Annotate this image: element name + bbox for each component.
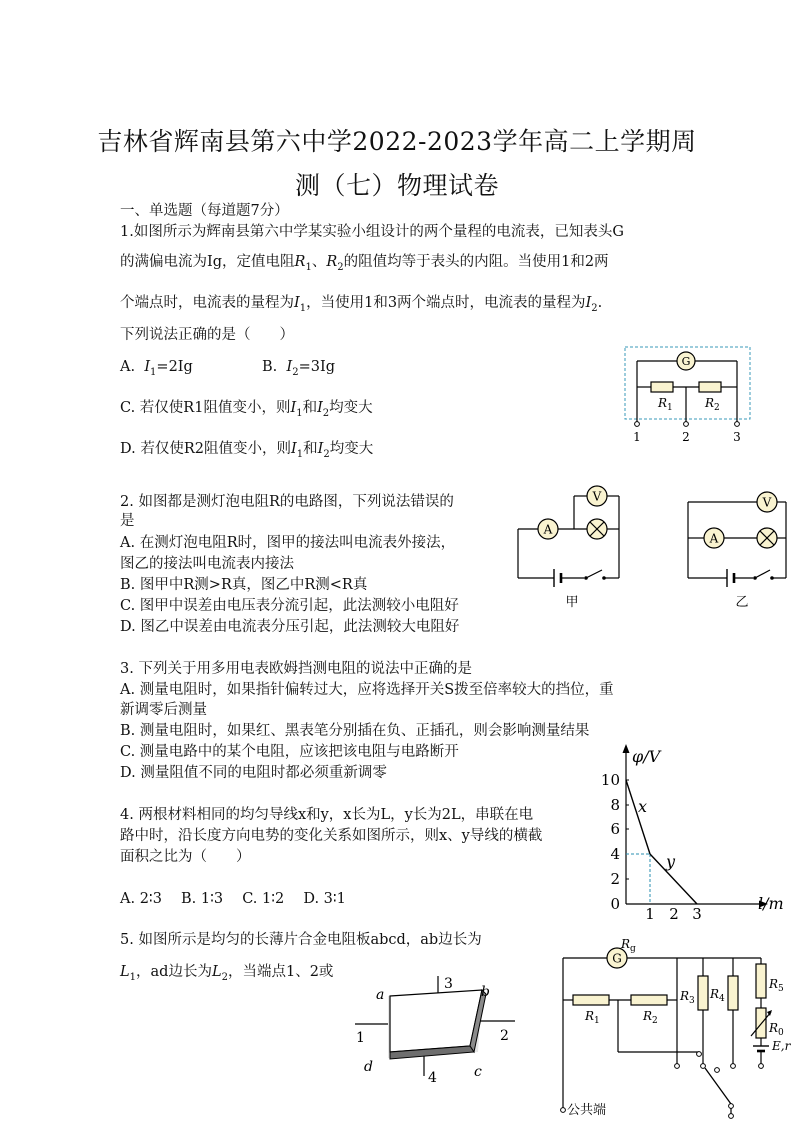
- q1-terminal-1: 1: [633, 430, 641, 444]
- q1-terminal-3: 3: [733, 430, 741, 444]
- q2-circuit-yi: [683, 488, 791, 614]
- q4-line1: 4. 两根材料相同的均匀导线x和y，x长为L，y长为2L，串联在电: [120, 807, 534, 823]
- q2-option-b: B. 图甲中R测>R真，图乙中R测<R真: [120, 577, 368, 593]
- q5-label-4: 4: [428, 1070, 437, 1086]
- resistor-r2-icon: [631, 995, 667, 1005]
- q5-r2-label: $R_2$: [643, 1009, 658, 1026]
- q2-yi-v-label: V: [762, 495, 772, 510]
- q5-label-2: 2: [500, 1028, 509, 1044]
- q5-common-terminal: 公共端: [567, 1103, 607, 1118]
- q2-label-yi: 乙: [735, 595, 749, 610]
- q5-r3-label: $R_3$: [680, 989, 695, 1006]
- resistor-r1-icon: [651, 382, 673, 392]
- q5-label-d: d: [364, 1059, 373, 1075]
- resistor-r2-icon: [699, 382, 721, 392]
- q2-label-jia: 甲: [565, 595, 579, 610]
- q5-line1: 5. 如图所示是均匀的长薄片合金电阻板abcd，ab边长为: [120, 932, 482, 948]
- q5-label-1: 1: [356, 1030, 365, 1046]
- q2-option-d: D. 图乙中误差由电流表分压引起，此法测较大电阻好: [120, 619, 460, 635]
- q1-option-c: C. 若仅使R1阻值变小，则$I_1$和$I_2$均变大: [120, 400, 373, 419]
- q5-plate-figure: [350, 972, 525, 1090]
- section-heading: 一、单选题（每道题7分）: [120, 203, 289, 219]
- q1-option-b: B. $I_2=3Ig$: [262, 359, 335, 378]
- q2-jia-v-label: V: [592, 489, 602, 504]
- q2-line1: 2. 如图都是测灯泡电阻R的电路图，下列说法错误的: [120, 494, 454, 510]
- q1-galvanometer-label: G: [681, 355, 691, 368]
- q5-r4-label: $R_4$: [710, 987, 725, 1004]
- q2-line2: 是: [120, 513, 135, 529]
- q2-yi-a-label: A: [709, 531, 719, 546]
- q1-line2: 的满偏电流为Ig，定值电阻$R_1$、$R_2$的阻值均等于表头的内阻。当使用1和2两: [120, 254, 609, 273]
- q1-option-d: D. 若仅使R2阻值变小，则$I_1$和$I_2$均变大: [120, 441, 374, 460]
- switch-icon: [755, 570, 770, 578]
- q1-ammeter-figure: [615, 343, 760, 445]
- q4-x-label: l/m: [758, 894, 784, 913]
- q1-option-a: A. $I_1=2Ig$: [120, 359, 193, 378]
- q5-r0-label: $R_0$: [769, 1021, 784, 1038]
- q2-option-c: C. 图甲中误差由电压表分流引起，此法测较小电阻好: [120, 598, 459, 614]
- q1-line1: 1.如图所示为辉南县第六中学某实验小组设计的两个量程的电流表，已知表头G: [120, 224, 624, 240]
- q2-option-a2: 图乙的接法叫电流表内接法: [120, 556, 294, 572]
- q4-series-y-label: y: [666, 852, 676, 871]
- q3-option-b: B. 测量电阻时，如果红、黑表笔分别插在负、正插孔，则会影响测量结果: [120, 723, 590, 739]
- q5-label-c: c: [474, 1064, 482, 1080]
- q4-ytick-4: 4: [610, 845, 620, 863]
- q5-r5-label: $R_5$: [769, 977, 784, 994]
- q5-line2: $L_1$，ad边长为$L_2$，当端点1、2或: [120, 964, 334, 983]
- q4-y-label: φ/V: [632, 747, 661, 766]
- page-title-line2: 测（七）物理试卷: [294, 171, 499, 200]
- q4-line3: 面积之比为（ ）: [120, 849, 251, 865]
- resistor-r4-icon: [698, 976, 708, 1010]
- q1-r2-label: $R_2$: [705, 396, 720, 413]
- q3-option-a1: A. 测量电阻时，如果指针偏转过大，应将选择开关S拨至倍率较大的挡位，重: [120, 682, 614, 698]
- q2-option-a1: A. 在测灯泡电阻R时，图甲的接法叫电流表外接法，: [120, 535, 456, 551]
- q4-ytick-10: 10: [600, 771, 620, 789]
- q3-option-c: C. 测量电路中的某个电阻，应该把该电阻与电路断开: [120, 744, 459, 760]
- q5-r1-label: $R_1$: [585, 1009, 600, 1026]
- q1-line4: 下列说法正确的是（ ）: [120, 327, 294, 343]
- q4-ytick-0: 0: [610, 895, 620, 913]
- q4-xtick-3: 3: [692, 905, 702, 920]
- q4-xtick-2: 2: [669, 905, 679, 920]
- q4-line2: 路中时，沿长度方向电势的变化关系如图所示，则x、y导线的横截: [120, 828, 543, 844]
- q5-label-b: b: [481, 984, 490, 1000]
- q4-line-x: [626, 780, 650, 854]
- plate-top-face: [390, 990, 482, 1052]
- q2-circuit-jia: [512, 482, 628, 612]
- q2-jia-a-label: A: [543, 522, 553, 537]
- q4-ytick-8: 8: [610, 796, 620, 814]
- q4-options: A. 2∶3 B. 1∶3 C. 1∶2 D. 3∶1: [120, 891, 346, 907]
- q1-line3: 个端点时，电流表的量程为$I_1$，当使用1和3两个端点时，电流表的量程为$I_2$.: [120, 295, 603, 314]
- q3-line1: 3. 下列关于用多用电表欧姆挡测电阻的说法中正确的是: [120, 661, 472, 677]
- q3-option-d: D. 测量阻值不同的电阻时都必须重新调零: [120, 765, 387, 781]
- q5-multimeter-figure: [553, 934, 794, 1123]
- rheostat-r0-icon: [756, 1008, 766, 1038]
- resistor-icon: [728, 976, 738, 1010]
- q4-xtick-1: 1: [645, 905, 655, 920]
- q5-label-a: a: [376, 987, 385, 1003]
- q5-g-label: G: [612, 951, 622, 966]
- switch-icon: [586, 570, 602, 578]
- q5-rg-label: $R_g$: [621, 937, 636, 954]
- selector-switch-icon: [705, 1068, 731, 1104]
- q4-potential-graph: [598, 742, 794, 920]
- q5-label-3: 3: [444, 976, 453, 992]
- page-title-line1: 吉林省辉南县第六中学2022-2023学年高二上学期周: [97, 127, 697, 156]
- q4-ytick-6: 6: [610, 820, 620, 838]
- q4-series-x-label: x: [638, 797, 648, 816]
- q3-option-a2: 新调零后测量: [120, 702, 207, 718]
- q5-er-label: E,r: [772, 1039, 791, 1053]
- q4-ytick-2: 2: [610, 870, 620, 888]
- resistor-r5-icon: [756, 964, 766, 998]
- q1-r1-label: $R_1$: [658, 396, 673, 413]
- q1-terminal-2: 2: [682, 430, 690, 444]
- resistor-r1-icon: [573, 995, 609, 1005]
